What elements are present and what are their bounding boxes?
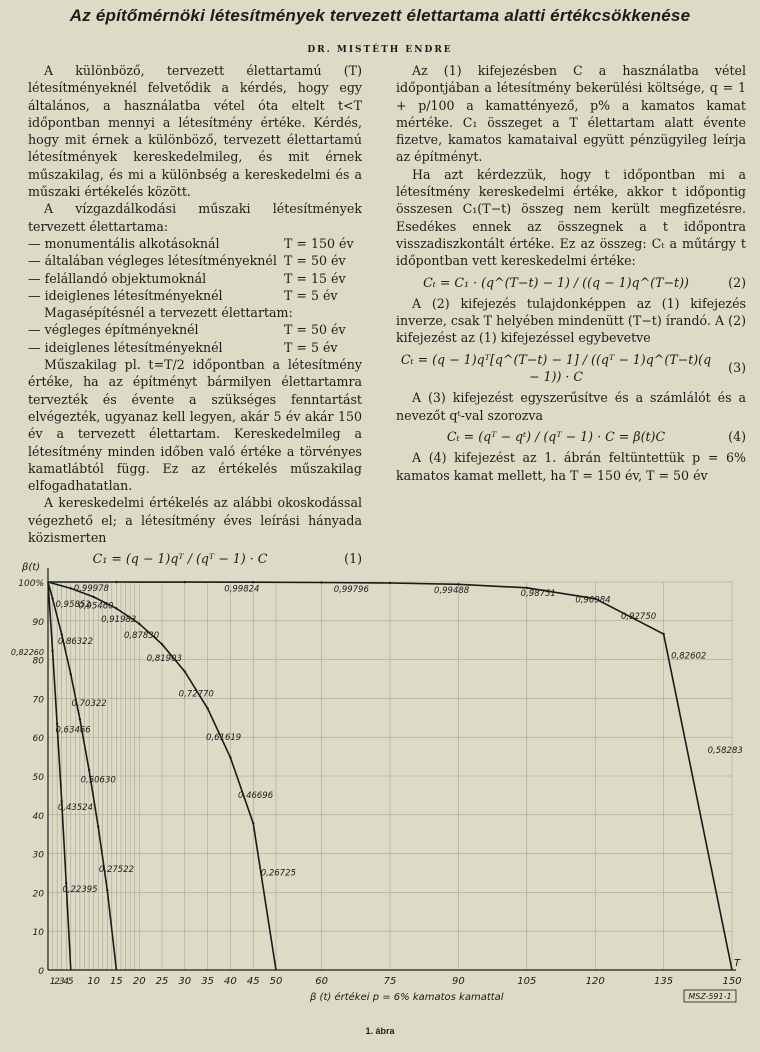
y-axis-title: β(t) (22, 562, 41, 573)
y-tick-label: 60 (32, 734, 44, 745)
data-label: 0,22395 (62, 885, 98, 896)
data-point (662, 633, 664, 635)
data-label: 0,63466 (55, 725, 91, 736)
x-axis-title: β (t) értékei p = 6% kamatos kamattal (310, 992, 504, 1003)
data-point (70, 587, 72, 589)
x-tick-label: 2 (54, 977, 60, 987)
data-label: 0,92750 (621, 612, 657, 623)
equation-3: Cₜ = (q − 1)qᵀ[q^(T−t) − 1] / ((qᵀ − 1)q^(T−t)(q − 1)) · C (3) (400, 351, 746, 385)
article-title: Az építőmérnöki létesítmények tervezett élettartama alatti értékcsökkenése (69, 6, 691, 25)
left-paragraph-5: A kereskedelmi értékelés az alábbi okoskodással végezhető el; a létesítmény éves leírási hányada közismerten (28, 495, 362, 546)
y-tick-label: 0 (38, 967, 44, 977)
x-tick-label: 10 (87, 976, 100, 987)
stamp-label: MSZ-591-1 (688, 992, 732, 1001)
data-point (115, 607, 117, 609)
x-tick-label: 30 (178, 976, 192, 987)
data-point (206, 707, 208, 709)
data-point (97, 825, 99, 827)
data-label: 0,27522 (98, 865, 135, 876)
data-label: 0,95852 (55, 600, 91, 611)
left-column (28, 62, 362, 572)
author-name: DR. MISTÉTH ENDRE (307, 45, 453, 55)
lifetime-list-water (28, 235, 362, 304)
right-paragraph-3: A (2) kifejezés tulajdonképpen az (1) kifejezés inverze, csak T helyében mindenütt (T−t) írandó. A (2) kifejezést az (1) kifejezéssel egybevetve (396, 295, 746, 346)
data-point (51, 597, 53, 599)
x-tick-label: 4 (63, 977, 70, 987)
list-item: — ideiglenes létesítményeknél T = 5 év (28, 339, 338, 355)
data-point (60, 633, 62, 635)
right-paragraph-2: Ha azt kérdezzük, hogy t időpontban mi a létesítmény kereskedelmi értéke, akkor t időpontig összesen C₁(T−t) összeg nem került megfizetésre. Esedékes ennek az összegnek a t időpontra visszadiszkontált értéke. Ez az összeg: Cₜ a műtárgy t időpontban vett kereskedelmi értéke: (396, 166, 746, 269)
x-tick-label: 75 (383, 976, 397, 987)
data-point (252, 822, 254, 824)
list-item: — végleges építményeknél T = 50 év (28, 322, 346, 338)
data-point (229, 756, 231, 758)
data-label: 0,61619 (206, 732, 242, 743)
y-tick-label: 10 (32, 928, 44, 939)
right-column (396, 62, 746, 484)
data-point (184, 581, 186, 583)
y-tick-label: 40 (32, 811, 44, 822)
data-label: 0,72770 (178, 689, 214, 700)
data-label: 0,99978 (73, 584, 109, 595)
data-point (51, 650, 53, 652)
data-point (106, 889, 108, 891)
data-label: 0,26725 (260, 868, 296, 879)
data-label: 0,99796 (333, 584, 369, 595)
list-item: — monumentális alkotásoknál T = 150 év (28, 235, 354, 251)
x-tick-label: 120 (585, 976, 605, 987)
data-point (60, 800, 62, 802)
depreciation-chart (0, 555, 760, 1025)
left-paragraph-2: A vízgazdálkodási műszaki létesítmények tervezett élettartama: (28, 201, 362, 234)
left-paragraph-3: Magasépítésnél a tervezett élettartam: (44, 305, 293, 321)
data-point (252, 581, 254, 583)
x-tick-label: 1 (49, 977, 56, 987)
x-tick-label: 3 (58, 977, 65, 987)
data-label: 0,99488 (434, 585, 470, 596)
data-point (70, 673, 72, 675)
data-label: 0,99824 (224, 584, 260, 595)
list-item: — felállandó objektumoknál T = 15 év (28, 270, 346, 286)
lifetime-list-building (28, 321, 362, 356)
data-point (138, 623, 140, 625)
y-tick-label: 50 (32, 773, 44, 783)
data-label: 0,70322 (71, 699, 107, 710)
x-axis-end-label: T (734, 958, 741, 969)
list-item: — ideiglenes létesítményeknél T = 5 év (28, 287, 338, 303)
y-tick-label: 80 (32, 656, 44, 667)
data-label: 0,43524 (57, 803, 93, 814)
y-extra-label: 0,82260 (10, 647, 44, 657)
data-point (184, 670, 186, 672)
x-tick-label: 90 (452, 976, 465, 987)
y-tick-label: 30 (32, 850, 44, 861)
data-point (88, 769, 90, 771)
x-tick-label: 15 (110, 976, 123, 987)
x-tick-label: 135 (654, 976, 674, 987)
y-tick-label: 20 (32, 889, 44, 900)
y-tick-label: 90 (32, 617, 44, 628)
x-tick-label: 60 (315, 976, 328, 987)
x-tick-label: 50 (269, 976, 283, 987)
x-tick-label: 25 (155, 976, 169, 987)
data-label: 0,81903 (146, 654, 182, 665)
right-paragraph-5: A (4) kifejezést az 1. ábrán feltüntettük p = 6% kamatos kamat mellett, ha T = 150 év, T = 50 év (396, 450, 746, 483)
data-point (65, 882, 67, 884)
left-paragraph-4: Műszakilag pl. t=T/2 időpontban a létesítmény értéke, ha az építményt bármilyen élettartamra tervezték és évente a szükséges fenntartást elvégezték, ugyanaz kell legyen, akár 5 év akár 150 év a tervezett élettartam. Kereskedelmileg a létesítmény minden időben való értéke a törvényes kamatlábtól függ. Ez az értékelés műszakilag elfogadhatatlan. (28, 357, 362, 494)
data-label: 0,86322 (57, 637, 93, 648)
data-point (79, 718, 81, 720)
data-point (389, 582, 391, 584)
data-point (320, 581, 322, 583)
data-label: 0,96984 (575, 595, 611, 606)
x-tick-label: 40 (224, 976, 237, 987)
x-tick-label: 20 (132, 976, 146, 987)
x-tick-label: 45 (246, 976, 260, 987)
x-tick-label: 35 (201, 976, 214, 987)
data-label: 0,98751 (520, 588, 556, 599)
data-label: 0,46696 (237, 790, 274, 801)
equation-1: C₁ = (q − 1)qᵀ / (qᵀ − 1) · C (1) (92, 551, 362, 567)
data-label: 0,50630 (80, 775, 116, 786)
right-paragraph-4: A (3) kifejezést egyszerűsítve és a számlálót és a nevezőt qᵗ-val szorozva (396, 390, 746, 423)
data-label: 0,91983 (101, 615, 137, 626)
data-label: 0,82602 (671, 651, 707, 662)
equation-4: Cₜ = (qᵀ − qᵗ) / (qᵀ − 1) · C = β(t)C (4) (446, 428, 746, 444)
data-label: 0,95460 (78, 601, 114, 612)
y-tick-label: 100% (18, 579, 44, 589)
x-tick-label: 150 (722, 976, 742, 987)
data-point (92, 596, 94, 598)
data-point (56, 723, 58, 725)
y-tick-label: 70 (32, 695, 44, 706)
list-item: — általában végleges létesítményeknél T = 50 év (28, 253, 346, 269)
data-point (161, 643, 163, 645)
data-point (115, 581, 117, 583)
data-label: 0,58283 (707, 745, 743, 756)
left-paragraph-1: A különböző, tervezett élettartamú (T) létesítményeknél felvetődik a kérdés, hogy egy általános, a használatba vétel óta eltelt t<T időpontban mennyi a létesítmény értéke. Kérdés, hogy mit érnek a különböző, tervezett élettartamú létesítmények kereskedelmileg, és mit érnek műszakilag, és mi a különbség a kereskedelmi és a műszaki értékelés között. (28, 63, 362, 200)
figure-caption: 1. ábra (365, 1026, 395, 1036)
x-tick-label: 105 (517, 976, 537, 987)
right-paragraph-1: Az (1) kifejezésben C a használatba vétel időpontjában a létesítmény bekerülési költsége, q = 1 + p/100 a kamattényező, p% a kamatos kamat mértéke. C₁ összeget a T élettartam alatt évente fizetve, kamatos kamataival együtt pénzügyileg leírja az építményt. (396, 63, 746, 165)
x-tick-label: 5 (67, 977, 74, 987)
data-label: 0,87830 (123, 631, 160, 642)
equation-2: Cₜ = C₁ · (q^(T−t) − 1) / ((q − 1)q^(T−t)) (2) (423, 274, 746, 290)
